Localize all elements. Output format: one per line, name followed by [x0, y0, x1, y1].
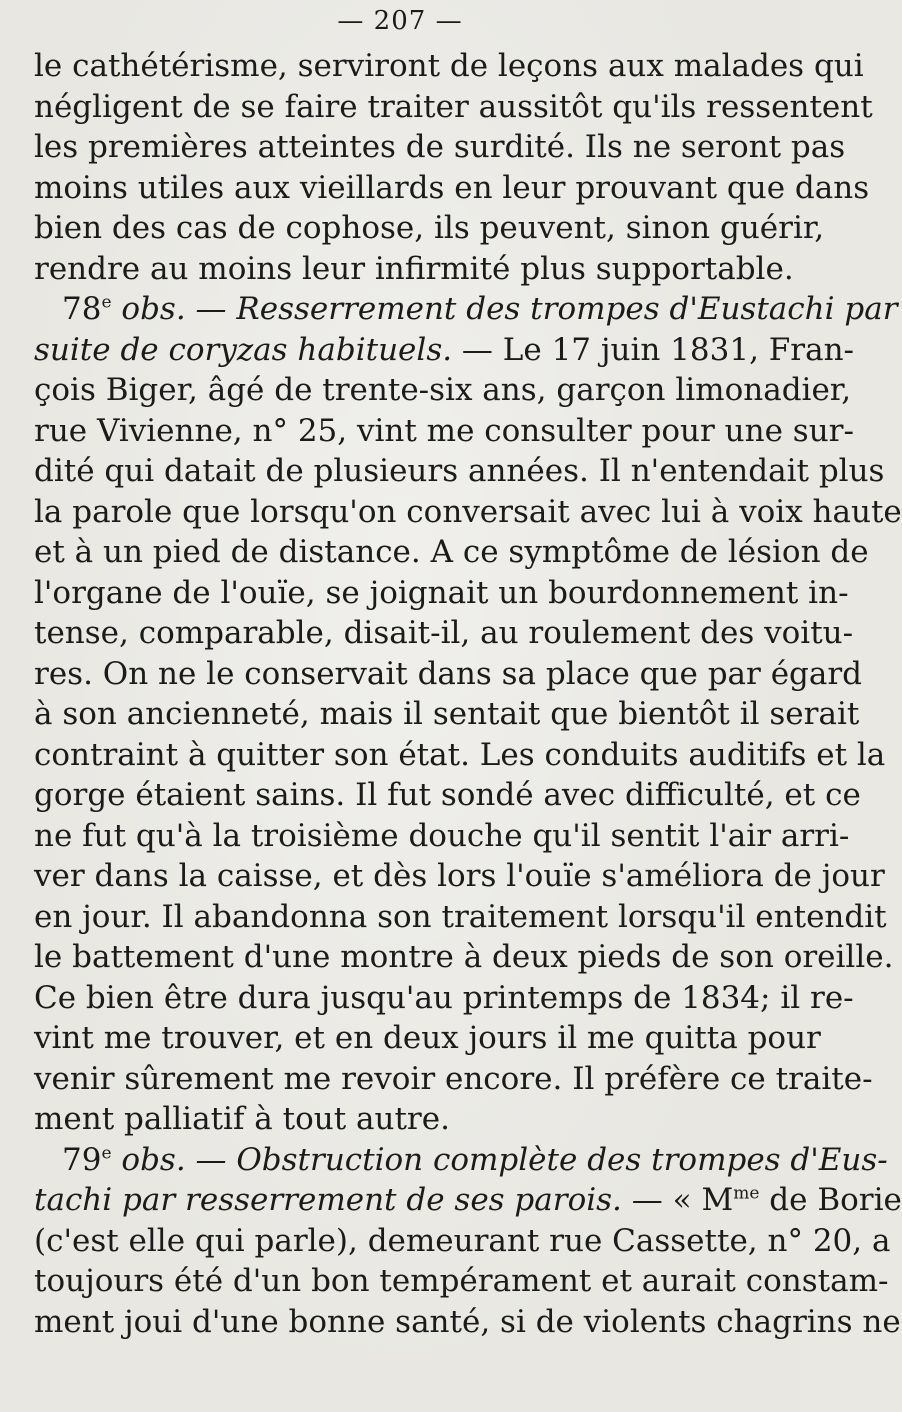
text-line [34, 411, 854, 452]
text-segment: bien des cas de cophose, ils peuvent, sinon guérir, [34, 210, 825, 246]
text-segment: rendre au moins leur infirmité plus supportable. [34, 250, 794, 287]
text-line [34, 289, 898, 330]
text-line [34, 532, 869, 573]
text-segment: res. On ne le conservait dans sa place que par égard [34, 655, 863, 692]
text-line [34, 370, 852, 411]
text-line [34, 897, 887, 938]
text-segment: obs. — Obstruction complète des trompes d'Eus- [111, 1141, 888, 1178]
text-line [34, 694, 860, 735]
text-segment: dité qui datait de plusieurs années. Il n'entendait plus [34, 453, 885, 489]
text-line [34, 1221, 891, 1262]
text-line [34, 492, 902, 533]
text-segment: le cathétérisme, serviront de leçons aux malades qui [34, 48, 864, 84]
superscript: me [733, 1183, 760, 1204]
text-segment: çois Biger, âgé de trente-six ans, garçon limonadier, [34, 372, 852, 408]
text-line [34, 127, 846, 168]
text-segment: l'organe de l'ouïe, se joignait un bourdonnement in- [34, 574, 849, 611]
text-line [34, 735, 886, 776]
text-line [34, 573, 849, 614]
text-segment: gorge étaient sains. Il fut sondé avec difficulté, et ce [34, 777, 861, 813]
text-segment: vint me trouver, et en deux jours il me quitta pour [34, 1020, 821, 1056]
text-segment: 79 [62, 1141, 102, 1178]
text-line [34, 1180, 902, 1221]
text-line [34, 249, 794, 290]
text-line [34, 451, 885, 492]
text-line [34, 613, 854, 654]
text-segment: moins utiles aux vieillards en leur prouvant que dans [34, 169, 870, 206]
text-segment: la parole que lorsqu'on conversait avec lui à voix haute [34, 493, 902, 530]
text-segment: de Borie [759, 1182, 902, 1218]
superscript: e [101, 1143, 112, 1164]
text-segment: le battement d'une montre à deux pieds de son oreille. [34, 939, 894, 975]
superscript: e [101, 292, 112, 313]
text-line [34, 46, 864, 87]
text-segment: ment palliatif à tout autre. [34, 1101, 450, 1137]
text-segment: à son ancienneté, mais il sentait que bientôt il serait [34, 696, 860, 732]
text-line [34, 330, 855, 371]
text-segment: contraint à quitter son état. Les conduits auditifs et la [34, 736, 886, 773]
body-text [34, 46, 902, 1342]
text-line [34, 937, 894, 978]
text-segment: ment joui d'une bonne santé, si de violents chagrins ne [34, 1303, 901, 1340]
text-line [34, 775, 861, 816]
text-line [34, 87, 873, 128]
text-segment: et à un pied de distance. A ce symptôme de lésion de [34, 534, 869, 570]
text-line [34, 856, 885, 897]
text-line [34, 1099, 766, 1140]
text-line [34, 208, 825, 249]
text-segment: tense, comparable, disait-il, au roulement des voitu- [34, 615, 854, 651]
text-line [34, 1261, 889, 1302]
text-line [34, 1018, 821, 1059]
text-segment: négligent de se faire traiter aussitôt qu'ils ressentent [34, 88, 873, 125]
text-segment: obs. — Resserrement des trompes d'Eustachi par [111, 291, 898, 327]
text-line [34, 1302, 901, 1343]
text-segment: Ce bien être dura jusqu'au printemps de 1834; il re- [34, 979, 854, 1016]
text-segment: les premières atteintes de surdité. Ils ne seront pas [34, 129, 846, 165]
text-segment: — Le 17 juin 1831, Fran- [452, 331, 855, 368]
text-line [34, 978, 854, 1019]
text-segment: ver dans la caisse, et dès lors l'ouïe s'améliora de jour [34, 858, 885, 894]
text-line [34, 1059, 873, 1100]
text-segment: tachi par resserrement de ses parois. [34, 1182, 622, 1218]
text-segment: rue Vivienne, n° 25, vint me consulter pour une sur- [34, 412, 854, 449]
text-segment: en jour. Il abandonna son traitement lorsqu'il entendit [34, 898, 887, 935]
text-segment: (c'est elle qui parle), demeurant rue Cassette, n° 20, a [34, 1222, 891, 1259]
text-line [34, 168, 870, 209]
text-line [34, 654, 863, 695]
text-line [34, 816, 850, 857]
text-segment: 78 [62, 291, 102, 327]
text-segment: venir sûrement me revoir encore. Il préfère ce traite- [34, 1060, 873, 1097]
text-segment: — « M [621, 1182, 734, 1218]
text-segment: ne fut qu'à la troisième douche qu'il sentit l'air arri- [34, 817, 850, 854]
text-segment: suite de coryzas habituels. [34, 331, 453, 368]
page-number: — 207 — [337, 6, 463, 36]
text-segment: toujours été d'un bon tempérament et aurait constam- [34, 1263, 889, 1299]
text-line [34, 1140, 888, 1181]
